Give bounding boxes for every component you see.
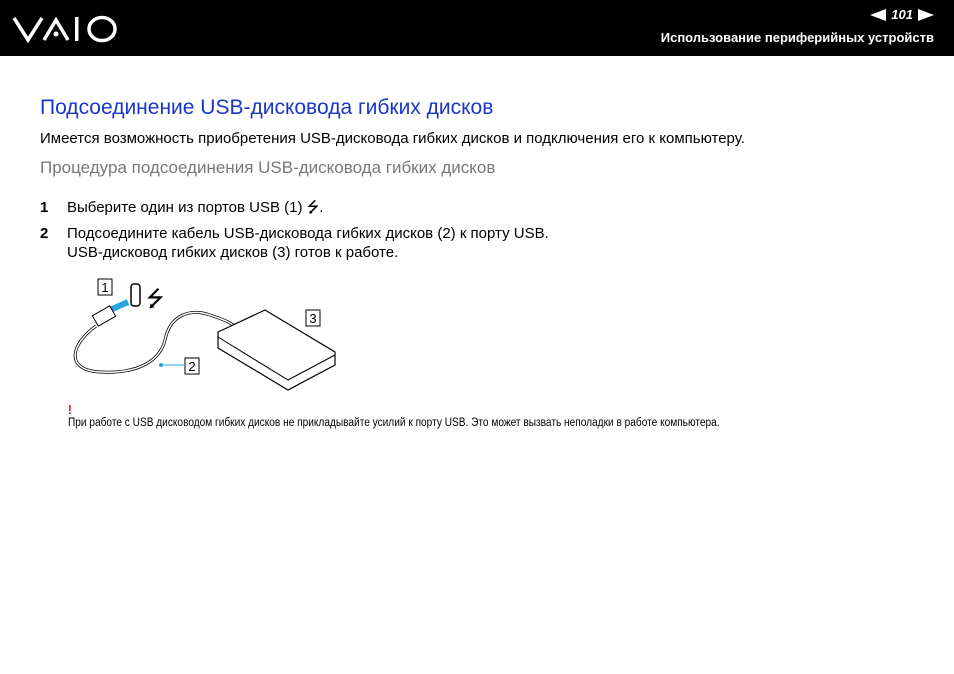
- vaio-logo: [12, 12, 122, 44]
- usb-floppy-diagram: [60, 270, 350, 400]
- step-2: 2 Подсоедините кабель USB-дисковода гибких дисков (2) к порту USB. USB-дисковод гибких дисков (3) готов к работе.: [40, 225, 549, 261]
- next-page-icon[interactable]: [918, 9, 934, 21]
- step-1: 1 Выберите один из портов USB (1) ⭍.: [40, 199, 324, 216]
- warning-note: ! При работе с USB дисководом гибких дисков не прикладывайте усилий к порту USB. Это может вызвать неполадки в работе компьютера.: [68, 402, 720, 429]
- page-title: Подсоединение USB-дисковода гибких дисков: [40, 96, 494, 119]
- usb-icon: ⭍: [306, 199, 320, 216]
- header-bar: [0, 0, 954, 56]
- svg-text:2: 2: [188, 359, 196, 374]
- section-title: Использование периферийных устройств: [660, 30, 934, 45]
- svg-text:3: 3: [309, 311, 317, 326]
- svg-text:⭍: ⭍: [146, 286, 165, 311]
- warning-icon: !: [68, 402, 72, 417]
- page-number: 101: [891, 7, 913, 22]
- procedure-subtitle: Процедура подсоединения USB-дисковода гибких дисков: [40, 158, 496, 177]
- svg-text:1: 1: [101, 280, 109, 295]
- prev-page-icon[interactable]: [870, 9, 886, 21]
- intro-text: Имеется возможность приобретения USB-дисковода гибких дисков и подключения его к компьютеру.: [40, 130, 745, 147]
